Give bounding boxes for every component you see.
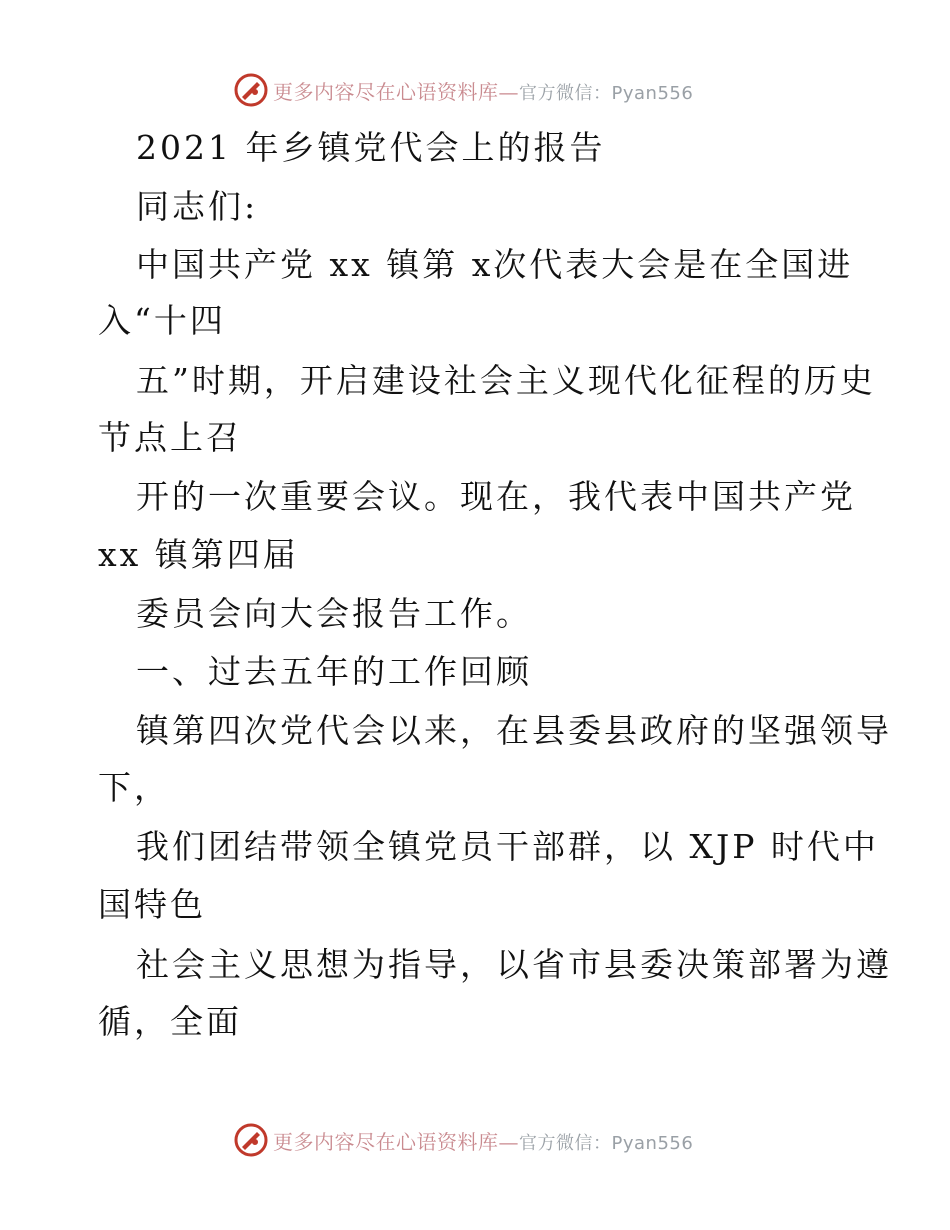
text-line: 入“十四 xyxy=(98,301,226,340)
document-title: 2021 年乡镇党代会上的报告 xyxy=(136,128,606,167)
watermark-text: 更多内容尽在心语资料库—官方微信：Pyan556 xyxy=(273,79,694,104)
text-line: 我们团结带领全镇党员干部群，以 XJP 时代中 xyxy=(136,827,879,866)
text-line: 循，全面 xyxy=(98,1002,242,1041)
text-line: 国特色 xyxy=(98,885,206,924)
text-line: 同志们: xyxy=(136,187,259,226)
text-line: 委员会向大会报告工作。 xyxy=(136,594,532,633)
text-line: xx 镇第四届 xyxy=(98,535,299,574)
watermark-banner-top xyxy=(233,70,713,110)
pen-logo-icon xyxy=(233,72,269,108)
section-heading: 一、过去五年的工作回顾 xyxy=(136,652,532,691)
text-line: 社会主义思想为指导，以省市县委决策部署为遵 xyxy=(136,945,892,984)
pen-logo-icon xyxy=(233,1122,269,1158)
text-line: 镇第四次党代会以来，在县委县政府的坚强领导 xyxy=(136,711,892,750)
text-line: 五”时期，开启建设社会主义现代化征程的历史 xyxy=(136,361,876,400)
text-line: 中国共产党 xx 镇第 x次代表大会是在全国进 xyxy=(136,245,854,284)
text-line: 下， xyxy=(98,768,170,807)
text-line: 节点上召 xyxy=(98,418,242,457)
text-line: 开的一次重要会议。现在，我代表中国共产党 xyxy=(136,477,856,516)
watermark-banner-bottom xyxy=(233,1120,713,1160)
watermark-text: 更多内容尽在心语资料库—官方微信：Pyan556 xyxy=(273,1129,694,1154)
